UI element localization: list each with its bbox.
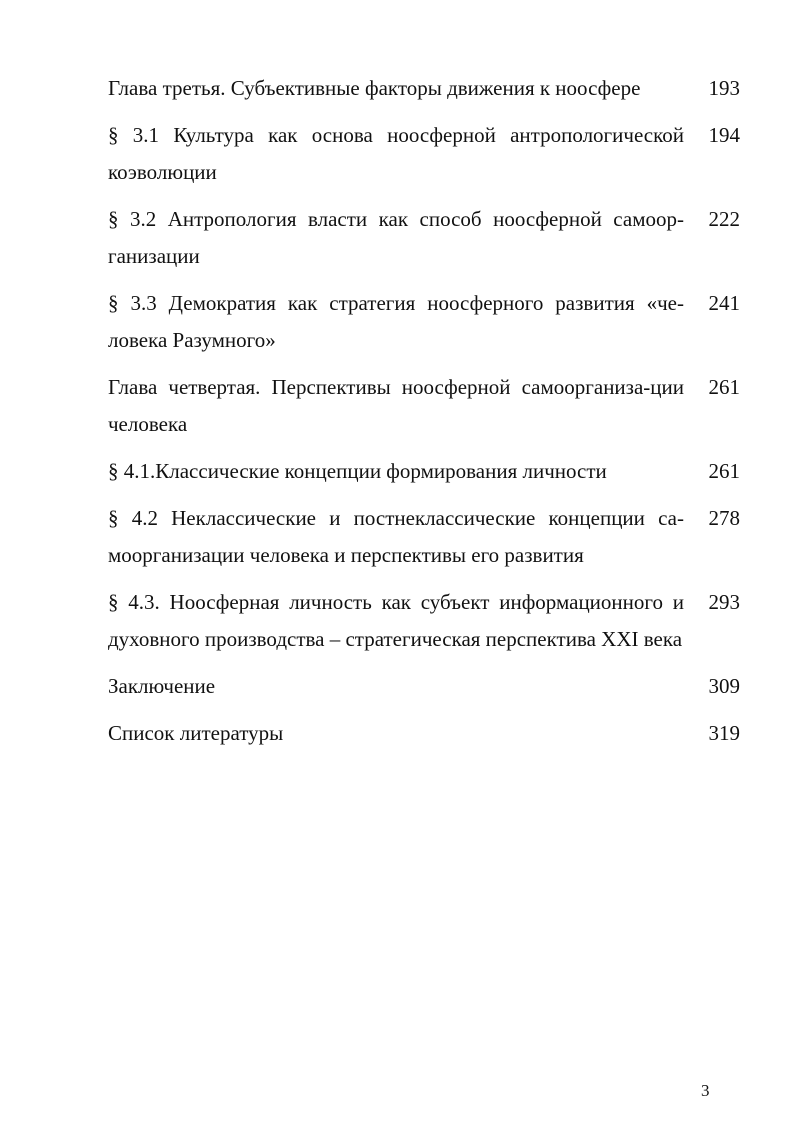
toc-entry-title: § 4.2 Неклассические и постнеклассические концепции са-моорганизации человека и перспективы его развития [108, 506, 684, 567]
toc-entry [108, 453, 740, 490]
toc-entry-title: § 3.3 Демократия как стратегия ноосферного развития «че-ловека Разумного» [108, 291, 684, 352]
toc-entry-page: 261 [708, 459, 740, 483]
toc-entry-title: Глава третья. Субъективные факторы движения к ноосфере [108, 76, 641, 100]
toc-entry-page: 309 [708, 674, 740, 698]
toc-entry [108, 500, 740, 574]
toc-entry-title: § 3.1 Культура как основа ноосферной антропологической коэволюции [108, 123, 684, 184]
page-number: 3 [701, 1081, 710, 1100]
toc-entry-page: 261 [708, 375, 740, 399]
toc-entry [108, 70, 740, 107]
toc-entry-title: Список литературы [108, 721, 284, 745]
toc-entry-page: 278 [708, 506, 740, 530]
toc-entry [108, 117, 740, 191]
toc-entry [108, 715, 740, 752]
toc-entry [108, 285, 740, 359]
toc-entry-page: 241 [708, 291, 740, 315]
toc-entry [108, 201, 740, 275]
toc-entry-title: § 3.2 Антропология власти как способ ноосферной самоор-ганизации [108, 207, 684, 268]
toc-entry-title: § 4.3. Ноосферная личность как субъект информационного и духовного производства – стратегическая перспектива XXI века [108, 590, 684, 651]
table-of-contents [108, 70, 740, 752]
toc-entry [108, 668, 740, 705]
toc-entry-page: 194 [708, 123, 740, 147]
toc-entry [108, 584, 740, 658]
toc-entry-page: 319 [708, 721, 740, 745]
toc-entry-title: Глава четвертая. Перспективы ноосферной самоорганиза-ции человека [108, 375, 684, 436]
toc-entry-title: Заключение [108, 674, 216, 698]
toc-entry-page: 193 [708, 76, 740, 100]
toc-entry [108, 369, 740, 443]
toc-entry-page: 222 [708, 207, 740, 231]
toc-entry-page: 293 [708, 590, 740, 614]
toc-entry-title: § 4.1.Классические концепции формирования личности [108, 459, 607, 483]
